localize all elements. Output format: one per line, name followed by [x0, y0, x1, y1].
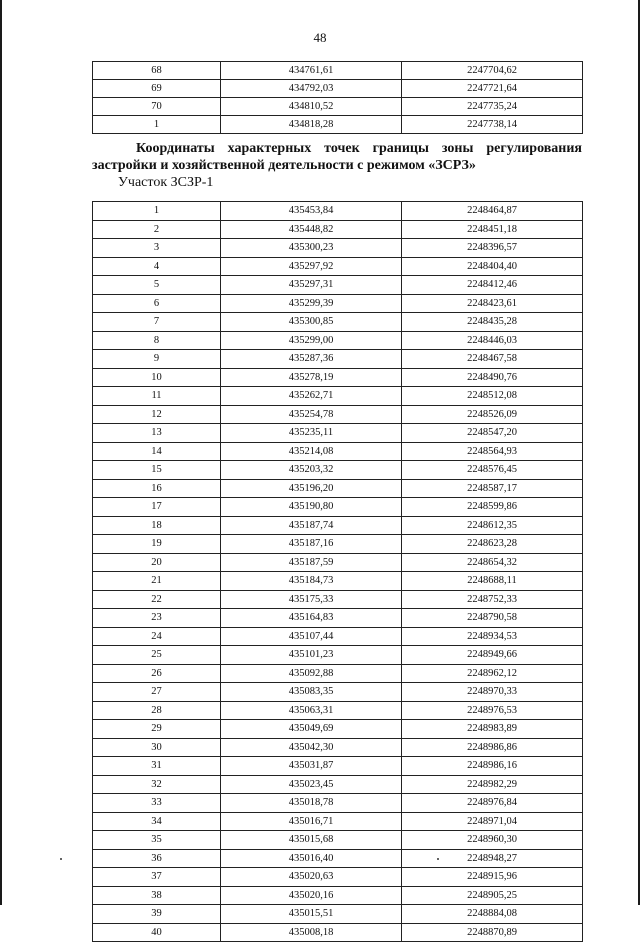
point-number-cell: 30	[93, 738, 221, 757]
x-coordinate-cell: 435187,74	[221, 516, 402, 535]
point-number-cell: 19	[93, 535, 221, 554]
y-coordinate-cell: 2248490,76	[402, 368, 583, 387]
x-coordinate-cell: 435187,59	[221, 553, 402, 572]
y-coordinate-cell: 2248623,28	[402, 535, 583, 554]
point-number-cell: 7	[93, 313, 221, 332]
y-coordinate-cell: 2248446,03	[402, 331, 583, 350]
y-coordinate-cell: 2248986,16	[402, 757, 583, 776]
x-coordinate-cell: 435235,11	[221, 424, 402, 443]
y-coordinate-cell: 2248512,08	[402, 387, 583, 406]
x-coordinate-cell: 435203,32	[221, 461, 402, 480]
x-coordinate-cell: 434761,61	[221, 62, 402, 80]
table-row	[93, 276, 583, 295]
point-number-cell: 24	[93, 627, 221, 646]
y-coordinate-cell: 2248654,32	[402, 553, 583, 572]
table-row	[93, 590, 583, 609]
table-row	[93, 720, 583, 739]
point-number-cell: 68	[93, 62, 221, 80]
page-number: 48	[313, 30, 327, 45]
x-coordinate-cell: 435101,23	[221, 646, 402, 665]
y-coordinate-cell: 2248915,96	[402, 868, 583, 887]
section-title	[92, 140, 582, 174]
y-coordinate-cell: 2248526,09	[402, 405, 583, 424]
point-number-cell: 2	[93, 220, 221, 239]
point-number-cell: 5	[93, 276, 221, 295]
table-row	[93, 350, 583, 369]
point-number-cell: 6	[93, 294, 221, 313]
point-number-cell: 25	[93, 646, 221, 665]
table-row	[93, 701, 583, 720]
point-number-cell: 21	[93, 572, 221, 591]
scan-speck	[437, 858, 439, 860]
table-row	[93, 868, 583, 887]
x-coordinate-cell: 435299,39	[221, 294, 402, 313]
point-number-cell: 27	[93, 683, 221, 702]
scan-speck	[60, 858, 62, 860]
x-coordinate-cell: 435262,71	[221, 387, 402, 406]
x-coordinate-cell: 435015,68	[221, 831, 402, 850]
x-coordinate-cell: 435092,88	[221, 664, 402, 683]
x-coordinate-cell: 435448,82	[221, 220, 402, 239]
x-coordinate-cell: 435020,16	[221, 886, 402, 905]
point-number-cell: 22	[93, 590, 221, 609]
table-row	[93, 98, 583, 116]
point-number-cell: 26	[93, 664, 221, 683]
point-number-cell: 23	[93, 609, 221, 628]
y-coordinate-cell: 2248905,25	[402, 886, 583, 905]
point-number-cell: 33	[93, 794, 221, 813]
x-coordinate-cell: 435018,78	[221, 794, 402, 813]
x-coordinate-cell: 435016,71	[221, 812, 402, 831]
y-coordinate-cell: 2248688,11	[402, 572, 583, 591]
point-number-cell: 28	[93, 701, 221, 720]
y-coordinate-cell: 2248948,27	[402, 849, 583, 868]
point-number-cell: 70	[93, 98, 221, 116]
table-row	[93, 905, 583, 924]
table-row	[93, 775, 583, 794]
x-coordinate-cell: 435214,08	[221, 442, 402, 461]
x-coordinate-cell: 435196,20	[221, 479, 402, 498]
table-row	[93, 442, 583, 461]
point-number-cell: 9	[93, 350, 221, 369]
table-row	[93, 794, 583, 813]
x-coordinate-cell: 435300,23	[221, 239, 402, 258]
point-number-cell: 3	[93, 239, 221, 258]
x-coordinate-cell: 434818,28	[221, 116, 402, 134]
x-coordinate-cell: 435031,87	[221, 757, 402, 776]
table-row	[93, 923, 583, 942]
table-row	[93, 572, 583, 591]
plot-label: Участок ЗСЗР-1	[118, 175, 214, 190]
x-coordinate-cell: 435083,35	[221, 683, 402, 702]
table-row	[93, 627, 583, 646]
point-number-cell: 40	[93, 923, 221, 942]
table-row	[93, 424, 583, 443]
table-row	[93, 239, 583, 258]
table-row	[93, 738, 583, 757]
table-row	[93, 116, 583, 134]
table-row	[93, 80, 583, 98]
table-row	[93, 849, 583, 868]
x-coordinate-cell: 435254,78	[221, 405, 402, 424]
point-number-cell: 38	[93, 886, 221, 905]
section-title-text: Координаты характерных точек границы зоны регулирования застройки и хозяйственной деятельности с режимом «ЗСРЗ»	[92, 141, 582, 173]
table-row	[93, 62, 583, 80]
y-coordinate-cell: 2247738,14	[402, 116, 583, 134]
x-coordinate-cell: 435300,85	[221, 313, 402, 332]
y-coordinate-cell: 2248976,53	[402, 701, 583, 720]
point-number-cell: 39	[93, 905, 221, 924]
y-coordinate-cell: 2248576,45	[402, 461, 583, 480]
point-number-cell: 13	[93, 424, 221, 443]
table-row	[93, 535, 583, 554]
table-row	[93, 368, 583, 387]
point-number-cell: 18	[93, 516, 221, 535]
point-number-cell: 8	[93, 331, 221, 350]
table-row	[93, 313, 583, 332]
x-coordinate-cell: 435175,33	[221, 590, 402, 609]
x-coordinate-cell: 435190,80	[221, 498, 402, 517]
x-coordinate-cell: 434792,03	[221, 80, 402, 98]
y-coordinate-cell: 2248790,58	[402, 609, 583, 628]
x-coordinate-cell: 435049,69	[221, 720, 402, 739]
x-coordinate-cell: 434810,52	[221, 98, 402, 116]
x-coordinate-cell: 435015,51	[221, 905, 402, 924]
table-row	[93, 202, 583, 221]
y-coordinate-cell: 2248599,86	[402, 498, 583, 517]
point-number-cell: 34	[93, 812, 221, 831]
y-coordinate-cell: 2248970,33	[402, 683, 583, 702]
y-coordinate-cell: 2248423,61	[402, 294, 583, 313]
point-number-cell: 14	[93, 442, 221, 461]
y-coordinate-cell: 2248884,08	[402, 905, 583, 924]
y-coordinate-cell: 2247721,64	[402, 80, 583, 98]
x-coordinate-cell: 435016,40	[221, 849, 402, 868]
coordinates-table	[92, 201, 583, 942]
y-coordinate-cell: 2248464,87	[402, 202, 583, 221]
table-row	[93, 831, 583, 850]
y-coordinate-cell: 2247704,62	[402, 62, 583, 80]
table-row	[93, 220, 583, 239]
point-number-cell: 10	[93, 368, 221, 387]
y-coordinate-cell: 2247735,24	[402, 98, 583, 116]
table-row	[93, 646, 583, 665]
y-coordinate-cell: 2248976,84	[402, 794, 583, 813]
point-number-cell: 4	[93, 257, 221, 276]
x-coordinate-cell: 435299,00	[221, 331, 402, 350]
table-row	[93, 812, 583, 831]
y-coordinate-cell: 2248986,86	[402, 738, 583, 757]
table-row	[93, 757, 583, 776]
table-row	[93, 387, 583, 406]
point-number-cell: 17	[93, 498, 221, 517]
table-row	[93, 498, 583, 517]
table-row	[93, 405, 583, 424]
x-coordinate-cell: 435287,36	[221, 350, 402, 369]
x-coordinate-cell: 435042,30	[221, 738, 402, 757]
point-number-cell: 15	[93, 461, 221, 480]
y-coordinate-cell: 2248752,33	[402, 590, 583, 609]
point-number-cell: 12	[93, 405, 221, 424]
y-coordinate-cell: 2248451,18	[402, 220, 583, 239]
y-coordinate-cell: 2248404,40	[402, 257, 583, 276]
x-coordinate-cell: 435107,44	[221, 627, 402, 646]
table-row	[93, 516, 583, 535]
point-number-cell: 16	[93, 479, 221, 498]
y-coordinate-cell: 2248612,35	[402, 516, 583, 535]
table-row	[93, 461, 583, 480]
table-row	[93, 479, 583, 498]
x-coordinate-cell: 435023,45	[221, 775, 402, 794]
x-coordinate-cell: 435297,92	[221, 257, 402, 276]
x-coordinate-cell: 435063,31	[221, 701, 402, 720]
y-coordinate-cell: 2248587,17	[402, 479, 583, 498]
y-coordinate-cell: 2248982,29	[402, 775, 583, 794]
y-coordinate-cell: 2248435,28	[402, 313, 583, 332]
point-number-cell: 31	[93, 757, 221, 776]
y-coordinate-cell: 2248467,58	[402, 350, 583, 369]
y-coordinate-cell: 2248547,20	[402, 424, 583, 443]
y-coordinate-cell: 2248960,30	[402, 831, 583, 850]
x-coordinate-cell: 435020,63	[221, 868, 402, 887]
table-row	[93, 294, 583, 313]
table-row	[93, 257, 583, 276]
table-row	[93, 609, 583, 628]
point-number-cell: 32	[93, 775, 221, 794]
y-coordinate-cell: 2248412,46	[402, 276, 583, 295]
point-number-cell: 35	[93, 831, 221, 850]
point-number-cell: 11	[93, 387, 221, 406]
x-coordinate-cell: 435164,83	[221, 609, 402, 628]
point-number-cell: 1	[93, 202, 221, 221]
y-coordinate-cell: 2248934,53	[402, 627, 583, 646]
x-coordinate-cell: 435184,73	[221, 572, 402, 591]
y-coordinate-cell: 2248396,57	[402, 239, 583, 258]
y-coordinate-cell: 2248564,93	[402, 442, 583, 461]
x-coordinate-cell: 435008,18	[221, 923, 402, 942]
y-coordinate-cell: 2248870,89	[402, 923, 583, 942]
y-coordinate-cell: 2248949,66	[402, 646, 583, 665]
x-coordinate-cell: 435278,19	[221, 368, 402, 387]
y-coordinate-cell: 2248962,12	[402, 664, 583, 683]
point-number-cell: 36	[93, 849, 221, 868]
point-number-cell: 69	[93, 80, 221, 98]
x-coordinate-cell: 435453,84	[221, 202, 402, 221]
scan-left-edge	[0, 0, 2, 905]
point-number-cell: 20	[93, 553, 221, 572]
table-row	[93, 553, 583, 572]
point-number-cell: 1	[93, 116, 221, 134]
table-row	[93, 683, 583, 702]
point-number-cell: 29	[93, 720, 221, 739]
x-coordinate-cell: 435187,16	[221, 535, 402, 554]
x-coordinate-cell: 435297,31	[221, 276, 402, 295]
table-row	[93, 331, 583, 350]
y-coordinate-cell: 2248971,04	[402, 812, 583, 831]
coordinates-table-continued	[92, 61, 583, 134]
table-row	[93, 886, 583, 905]
table-row	[93, 664, 583, 683]
y-coordinate-cell: 2248983,89	[402, 720, 583, 739]
point-number-cell: 37	[93, 868, 221, 887]
